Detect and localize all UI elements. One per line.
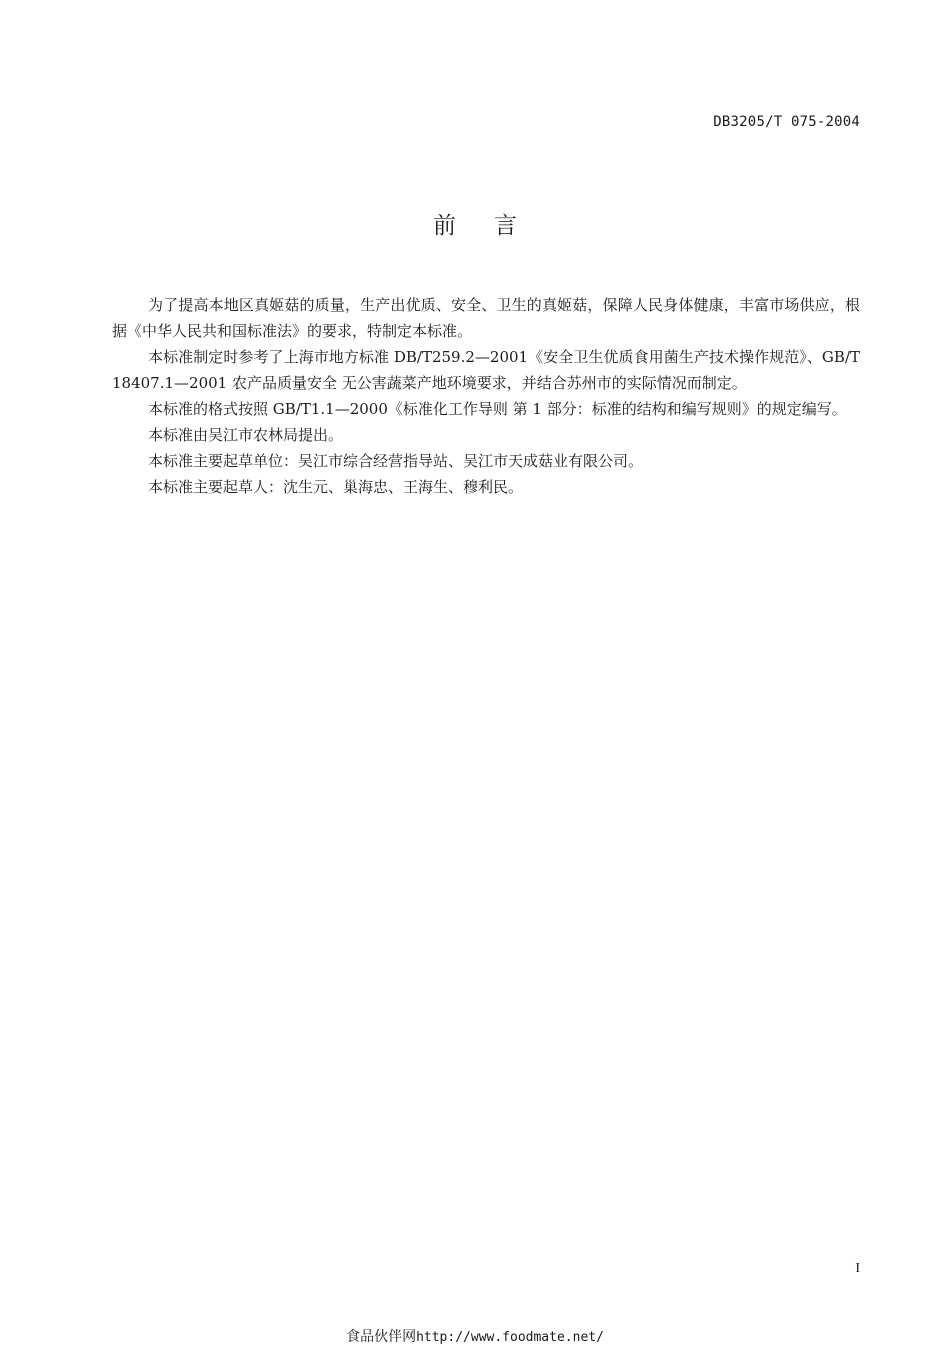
page-title: 前言 (433, 213, 555, 239)
document-body (112, 292, 860, 500)
paragraph-drafters: 本标准主要起草人：沈生元、巢海忠、王海生、穆利民。 (148, 478, 524, 496)
paragraph-proposer: 本标准由吴江市农林局提出。 (148, 426, 344, 444)
document-code: DB3205/T 075-2004 (713, 114, 860, 130)
footer (0, 1326, 950, 1346)
paragraph-format: 本标准的格式按照 GB/T1.1—2000《标准化工作导则 第 1 部分：标准的结构和编写规则》的规定编写。 (148, 400, 847, 418)
paragraph-drafting-units: 本标准主要起草单位：吴江市综合经营指导站、吴江市天成菇业有限公司。 (148, 452, 644, 470)
footer-site-name: 食品伙伴网 (346, 1329, 417, 1345)
paragraph-references: 本标准制定时参考了上海市地方标准 DB/T259.2—2001《安全卫生优质食用菌生产技术操作规范》、GB/T 18407.1—2001 农产品质量安全 无公害蔬菜产地环境要求，并结合苏州市的实际情况而制定。 (112, 348, 860, 392)
footer-url[interactable]: http://www.foodmate.net/ (416, 1330, 604, 1345)
paragraph-purpose: 为了提高本地区真姬菇的质量，生产出优质、安全、卫生的真姬菇，保障人民身体健康，丰富市场供应，根据《中华人民共和国标准法》的要求，特制定本标准。 (112, 296, 860, 340)
page-number: I (855, 1261, 860, 1276)
